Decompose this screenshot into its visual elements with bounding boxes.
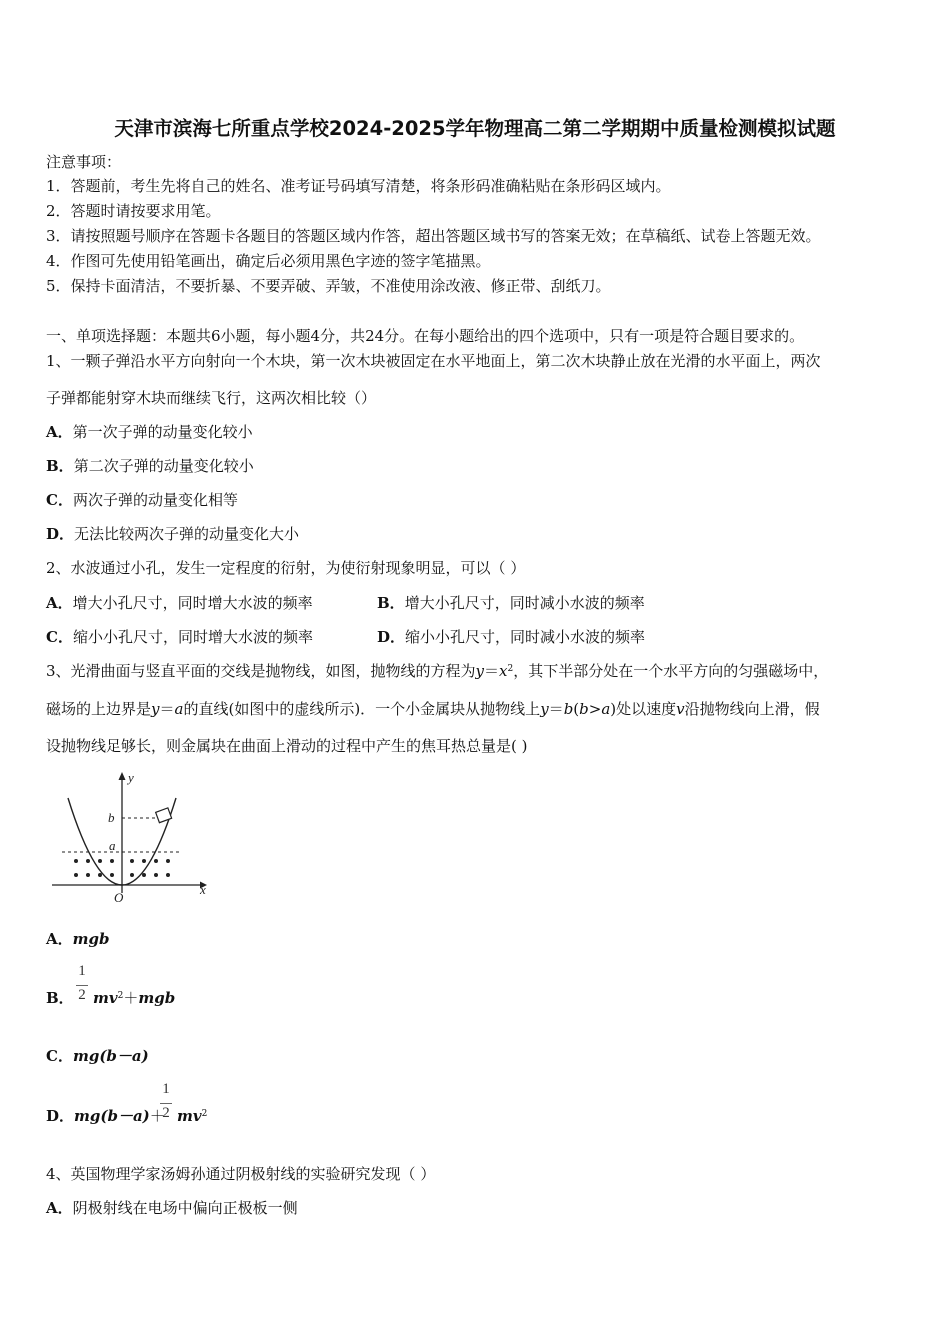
fraction-denominator: 2 [78,987,86,1003]
q1-option-a: A．第一次子弹的动量变化较小 [46,423,253,441]
q3-option-a: A．mgb [46,930,110,948]
q1-option-b: B．第二次子弹的动量变化较小 [46,457,254,475]
notice-heading: 注意事项： [46,153,122,171]
notice-item: 1．答题前，考生先将自己的姓名、准考证号码填写清楚，将条形码准确粘贴在条形码区域内。 [46,177,671,195]
fraction-denominator: 2 [162,1105,170,1121]
q2-option-a: A．增大小孔尺寸，同时增大水波的频率 [46,594,313,612]
q2-option-d: D．缩小小孔尺寸，同时减小水波的频率 [377,628,646,646]
a-label: a [109,838,116,853]
q3-stem-line2: 磁场的上边界是y＝a的直线(如图中的虚线所示)．一个小金属块从抛物线上y＝b(b>a)处以速度v沿抛物线向上滑，假 [46,700,820,718]
b-label: b [108,810,115,825]
notice-item: 5．保持卡面清洁，不要折暴、不要弄破、弄皱，不准使用涂改液、修正带、刮纸刀。 [46,277,611,295]
q3-option-d: D．mg(b－a)＋ [46,1107,165,1125]
parabola-figure [50,768,215,908]
q3-option-d-expr: $mv^2$ [177,1107,208,1125]
notice-item: 3．请按照题号顺序在答题卡各题目的答题区域内作答，超出答题区域书写的答案无效；在草稿纸、试卷上答题无效。 [46,227,821,245]
fraction-numerator: 1 [78,963,86,979]
y-axis-label: y [128,770,134,785]
q3-stem-line1: 3、光滑曲面与竖直平面的交线是抛物线，如图，抛物线的方程为$y=x^2$，其下半部分处在一个水平方向的匀强磁场中， [46,662,829,680]
page-title: 天津市滨海七所重点学校2024-2025学年物理高二第二学期期中质量检测模拟试题 [114,117,836,140]
q3-option-c: C．mg(b－a) [46,1047,149,1065]
q4-stem: 4、英国物理学家汤姆孙通过阴极射线的实验研究发现（ ） [46,1165,436,1183]
q2-option-b: B．增大小孔尺寸，同时减小水波的频率 [377,594,645,612]
y-axis-arrow [119,772,126,780]
q3-option-b: B． [46,989,74,1007]
q1-option-d: D．无法比较两次子弹的动量变化大小 [46,525,300,543]
q2-option-c: C．缩小小孔尺寸，同时增大水波的频率 [46,628,313,646]
notice-item: 4．作图可先使用铅笔画出，确定后必须用黑色字迹的签字笔描黑。 [46,252,491,270]
q1-stem-line1: 1、一颗子弹沿水平方向射向一个木块，第一次木块被固定在水平地面上，第二次木块静止放在光滑的水平面上，两次 [46,352,821,370]
q3-stem-line3: 设抛物线足够长，则金属块在曲面上滑动的过程中产生的焦耳热总量是( ) [46,737,528,755]
section-heading: 一、单项选择题：本题共6小题，每小题4分，共24分。在每小题给出的四个选项中，只有一项是符合题目要求的。 [46,327,805,345]
x-axis-label: x [200,882,206,897]
fraction-bar [76,985,88,986]
q2-stem: 2、水波通过小孔，发生一定程度的衍射，为使衍射现象明显，可以（ ） [46,559,526,577]
notice-item: 2．答题时请按要求用笔。 [46,202,221,220]
q1-stem-line2: 子弹都能射穿木块而继续飞行，这两次相比较（） [46,389,377,407]
origin-label: O [114,890,124,905]
q4-option-a: A．阴极射线在电场中偏向正极板一侧 [46,1199,298,1217]
q3-option-b-expr: $mv^2+mgb$ [93,989,176,1007]
fraction-bar [160,1103,172,1104]
fraction-numerator: 1 [162,1081,170,1097]
q1-option-c: C．两次子弹的动量变化相等 [46,491,238,509]
